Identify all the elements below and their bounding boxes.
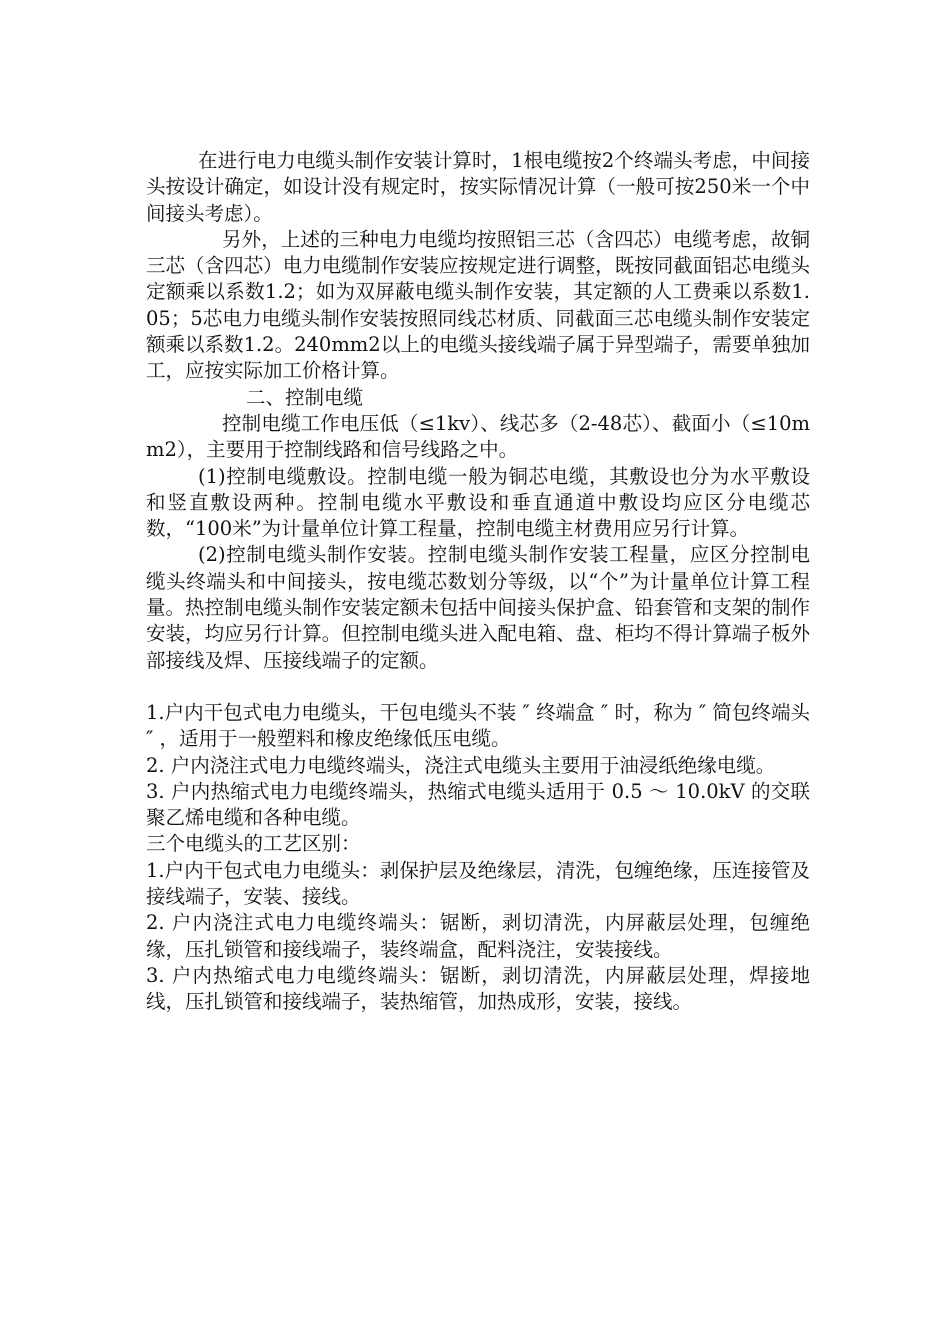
paragraph-control-cable-laying: (1)控制电缆敷设。控制电缆一般为铜芯电缆，其敷设也分为水平敷设和竖直敷设两种。控制电缆水平敷设和垂直通道中敷设均应区分电缆芯数，“100米”为计量单位计算工程量，控制电缆主材费用应另行计算。 [146, 464, 810, 541]
list-item-cast: 2. 户内浇注式电力电缆终端头，浇注式电缆头主要用于油浸纸绝缘电缆。 [146, 753, 776, 777]
paragraph-control-cable-head: (2)控制电缆头制作安装。控制电缆头制作安装工程量，应区分控制电缆头终端头和中间接头，按电缆芯数划分等级，以“个”为计量单位计算工程量。热控制电缆头制作安装定额未包括中间接头保护盒、铅套管和支架的制作安装，均应另行计算。但控制电缆头进入配电箱、盘、柜均不得计算端子板外部接线及焊、压接线端子的定额。 [146, 543, 810, 672]
process-item-cast: 2. 户内浇注式电力电缆终端头：锯断，剥切清洗，内屏蔽层处理，包缠绝缘，压扎锁管和接线端子，装终端盒，配料浇注，安装接线。 [146, 911, 810, 961]
list-item-dry-pack: 1.户内干包式电力电缆头，干包电缆头不装 ″ 终端盒 ″ 时，称为 ″ 简包终端头 ″ ，适用于一般塑料和橡皮绝缘低压电缆。 [146, 700, 810, 751]
process-item-dry-pack: 1.户内干包式电力电缆头：剥保护层及绝缘层，清洗，包缠绝缘，压连接管及接线端子，安装、接线。 [146, 858, 810, 909]
blank-line [146, 674, 810, 700]
list-item-heat-shrink: 3. 户内热缩式电力电缆终端头，热缩式电缆头适用于 0.5 ～ 10.0kV 的交联聚乙烯电缆和各种电缆。 [146, 779, 810, 830]
process-item-heat-shrink: 3. 户内热缩式电力电缆终端头：锯断，剥切清洗，内屏蔽层处理，焊接地线，压扎锁管和接线端子，装热缩管，加热成形，安装，接线。 [146, 963, 810, 1014]
list-heading-process-differences: 三个电缆头的工艺区别： [146, 832, 361, 856]
paragraph-coefficient-adjustment: 另外，上述的三种电力电缆均按照铝三芯（含四芯）电缆考虑，故铜三芯（含四芯）电力电缆制作安装应按规定进行调整，既按同截面铝芯电缆头定额乘以系数1.2；如为双屏蔽电缆头制作安装，其定额的人工费乘以系数1.05；5芯电力电缆头制作安装按照同线芯材质、同截面三芯电缆头制作安装定额乘以系数1.2。240mm2以上的电缆头接线端子属于异型端子，需要单独加工，应按实际加工价格计算。 [146, 227, 810, 383]
document-body [146, 148, 810, 1016]
section-heading-control-cable: 二、控制电缆 [246, 385, 364, 409]
paragraph-control-cable-intro: 控制电缆工作电压低（≤1kv）、线芯多（2-48芯）、截面小（≤10mm2），主要用于控制线路和信号线路之中。 [146, 411, 810, 462]
paragraph-cable-head-calculation: 在进行电力电缆头制作安装计算时，1根电缆按2个终端头考虑，中间接头按设计确定，如设计没有规定时，按实际情况计算（一般可按250米一个中间接头考虑）。 [146, 149, 810, 225]
